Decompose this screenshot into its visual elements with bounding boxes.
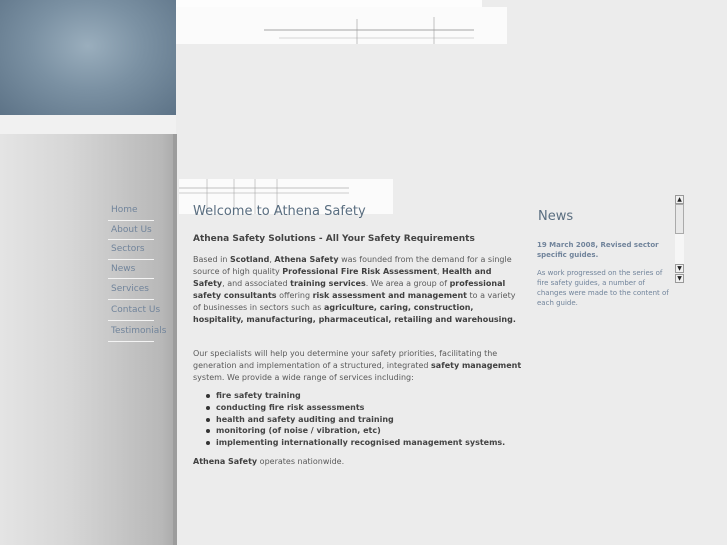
news-item-headline[interactable]: 19 March 2008, Revised sector specific guides. bbox=[537, 241, 659, 259]
nav-news-link[interactable]: News bbox=[108, 260, 154, 280]
intro-text: offering bbox=[276, 291, 313, 300]
services-paragraph bbox=[193, 348, 525, 384]
services-list-item: conducting fire risk assessments bbox=[216, 402, 525, 414]
services-list bbox=[193, 390, 525, 449]
intro-emphasis: Scotland bbox=[229, 255, 270, 264]
scroll-thumb[interactable] bbox=[675, 204, 684, 234]
services-list-item: monitoring (of noise / vibration, etc) bbox=[216, 425, 525, 437]
scroll-down-icon[interactable]: ▼ bbox=[675, 264, 684, 273]
closing-text: operates nationwide. bbox=[257, 456, 345, 466]
sidebar-shadow-edge bbox=[173, 134, 177, 545]
services-list-item: implementing internationally recognised management systems. bbox=[216, 437, 525, 449]
intro-emphasis: Athena Safety bbox=[274, 255, 339, 264]
services-text: system. We provide a wide range of services including: bbox=[193, 373, 414, 382]
intro-text: , bbox=[269, 255, 275, 264]
nav-contact-us-link[interactable]: Contact Us bbox=[108, 300, 154, 321]
intro-text: , bbox=[436, 267, 443, 276]
intro-emphasis: training services bbox=[290, 279, 366, 288]
paragraph-spacer bbox=[193, 326, 525, 348]
news-item-text: As work progressed on the series of fire safety guides, a number of changes were made to the content of each guide. bbox=[537, 269, 669, 307]
nav-home-link[interactable]: Home bbox=[108, 201, 154, 221]
services-list-item: fire safety training bbox=[216, 390, 525, 402]
services-text: Our specialists will help you determine your safety priorities, facilitating the generation and implementation of a structured, integrated bbox=[193, 349, 498, 370]
intro-text: was founded from the demand for a single source of high quality bbox=[193, 255, 512, 276]
nav-services-link[interactable]: Services bbox=[108, 279, 154, 300]
intro-text: . We area a group of bbox=[365, 279, 450, 288]
nav-testimonials-link[interactable]: Testimonials bbox=[108, 321, 154, 342]
news-scrollbar[interactable] bbox=[675, 195, 684, 283]
news-ticker bbox=[537, 240, 671, 307]
main-content bbox=[193, 233, 525, 468]
intro-text: to a variety of businesses in sectors such as bbox=[193, 291, 516, 312]
content-subtitle: Athena Safety Solutions - All Your Safety Requirements bbox=[193, 234, 475, 244]
banner-divider bbox=[0, 115, 176, 134]
header-banner-image bbox=[0, 0, 176, 115]
page-title: Welcome to Athena Safety bbox=[193, 204, 366, 219]
intro-emphasis: Health and Safety bbox=[193, 267, 492, 288]
main-navigation bbox=[108, 201, 167, 342]
nav-about-us-link[interactable]: About Us bbox=[108, 221, 154, 241]
intro-emphasis: agriculture, caring, construction, hospitality, manufacturing, pharmaceutical, retailing and warehousing. bbox=[193, 303, 516, 324]
closing-emphasis: Athena Safety bbox=[193, 456, 258, 466]
news-heading: News bbox=[538, 209, 574, 224]
header-decoration-lines bbox=[176, 7, 507, 44]
intro-emphasis: risk assessment and management bbox=[312, 291, 467, 300]
closing-paragraph bbox=[193, 456, 525, 468]
scroll-down-icon[interactable]: ▼ bbox=[675, 274, 684, 283]
header-logo-panel bbox=[176, 7, 507, 44]
intro-text: Based in bbox=[193, 255, 230, 264]
services-list-item: health and safety auditing and training bbox=[216, 414, 525, 426]
scroll-up-icon[interactable]: ▲ bbox=[675, 195, 684, 204]
intro-paragraph bbox=[193, 254, 525, 326]
intro-emphasis: Professional Fire Risk Assessment bbox=[282, 267, 437, 276]
nav-sectors-link[interactable]: Sectors bbox=[108, 240, 154, 260]
header-panel-top bbox=[176, 0, 482, 7]
services-emphasis: safety management bbox=[431, 361, 522, 370]
intro-emphasis: professional safety consultants bbox=[193, 279, 506, 300]
intro-text: , and associated bbox=[222, 279, 291, 288]
